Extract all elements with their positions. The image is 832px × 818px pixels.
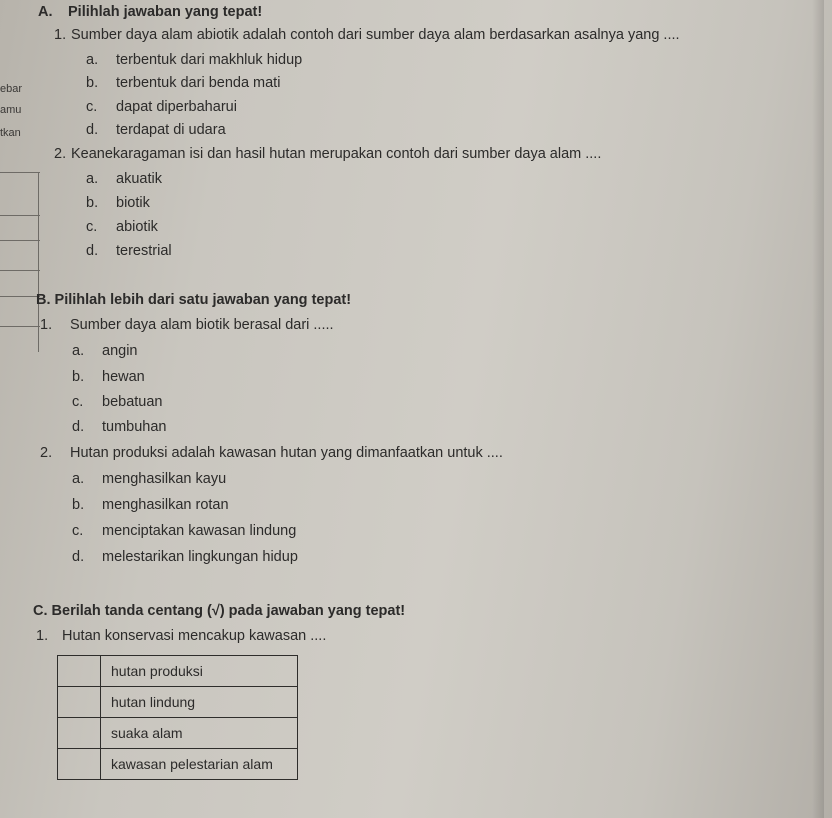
option-text: dapat diperbaharui [116,99,237,115]
option [72,369,145,385]
option [72,523,296,539]
option [86,219,158,235]
option-text: melestarikan lingkungan hidup [102,549,298,565]
left-rule [0,270,40,271]
option-text: menciptakan kawasan lindung [102,523,297,539]
left-rule [0,326,40,327]
option-letter: a. [86,171,99,187]
option [72,471,226,487]
option [72,394,162,410]
section-b-heading: B. Pilihlah lebih dari satu jawaban yang tepat! [36,292,352,308]
option-letter: c. [86,99,98,115]
checkbox-table [57,655,298,780]
option [72,343,137,359]
table-row [58,749,298,780]
option-text: menghasilkan rotan [102,497,229,513]
question-number: 1. [40,317,53,333]
option [86,243,172,259]
question-text: Keanekaragaman isi dan hasil hutan merupakan contoh dari sumber daya alam .... [71,146,602,162]
left-vertical-rule [38,172,39,352]
question-text: Sumber daya alam biotik berasal dari ..... [70,317,334,333]
option [72,497,229,513]
table-cell-label: hutan produksi [101,656,298,687]
checkbox-cell[interactable] [58,687,101,718]
option-text: terbentuk dari makhluk hidup [116,52,303,68]
left-rule [0,296,40,297]
option [86,75,280,91]
option-letter: d. [86,122,99,138]
section-c-heading: C. Berilah tanda centang (√) pada jawaban yang tepat! [33,603,406,619]
option-text: terestrial [116,243,172,259]
option-letter: d. [86,243,99,259]
section-a-heading: Pilihlah jawaban yang tepat! [68,4,263,20]
option-letter: b. [72,369,85,385]
option-text: biotik [116,195,150,211]
option-text: hewan [102,369,145,385]
option [72,419,167,435]
question-text: Sumber daya alam abiotik adalah contoh dari sumber daya alam berdasarkan asalnya yang .... [71,27,680,43]
checkbox-cell[interactable] [58,656,101,687]
option-letter: b. [86,75,99,91]
option-letter: b. [72,497,85,513]
section-a-letter: A. [38,4,53,20]
question-number: 1. [54,27,67,43]
option-text: angin [102,343,138,359]
option-text: menghasilkan kayu [102,471,227,487]
page-edge-shadow [812,0,824,818]
option-letter: a. [72,471,85,487]
table-cell-label: suaka alam [101,718,298,749]
option-letter: a. [72,343,85,359]
checkbox-cell[interactable] [58,749,101,780]
option-letter: d. [72,549,85,565]
option [86,99,237,115]
left-rule [0,215,40,216]
option-letter: b. [86,195,99,211]
left-fragment-2: amu [0,104,22,116]
option-letter: c. [86,219,98,235]
option-text: terdapat di udara [116,122,226,138]
option-text: terbentuk dari benda mati [116,75,281,91]
option-text: tumbuhan [102,419,167,435]
left-fragment-3: tkan [0,127,21,139]
option-text: abiotik [116,219,158,235]
question-text: Hutan konservasi mencakup kawasan .... [62,628,327,644]
table-row [58,656,298,687]
option-letter: d. [72,419,85,435]
option-letter: c. [72,394,84,410]
option-text: akuatik [116,171,162,187]
option-letter: a. [86,52,99,68]
question-number: 1. [36,628,49,644]
table-row [58,718,298,749]
question-text: Hutan produksi adalah kawasan hutan yang dimanfaatkan untuk .... [70,445,503,461]
checkbox-cell[interactable] [58,718,101,749]
left-rule [0,240,40,241]
table-row [58,687,298,718]
option [72,549,298,565]
option [86,52,302,68]
table-cell-label: hutan lindung [101,687,298,718]
left-fragment-1: ebar [0,83,23,95]
question-number: 2. [40,445,53,461]
table-cell-label: kawasan pelestarian alam [101,749,298,780]
option-text: bebatuan [102,394,163,410]
option [86,171,162,187]
option-letter: c. [72,523,84,539]
option [86,195,150,211]
option [86,122,226,138]
question-number: 2. [54,146,67,162]
left-rule [0,172,40,173]
